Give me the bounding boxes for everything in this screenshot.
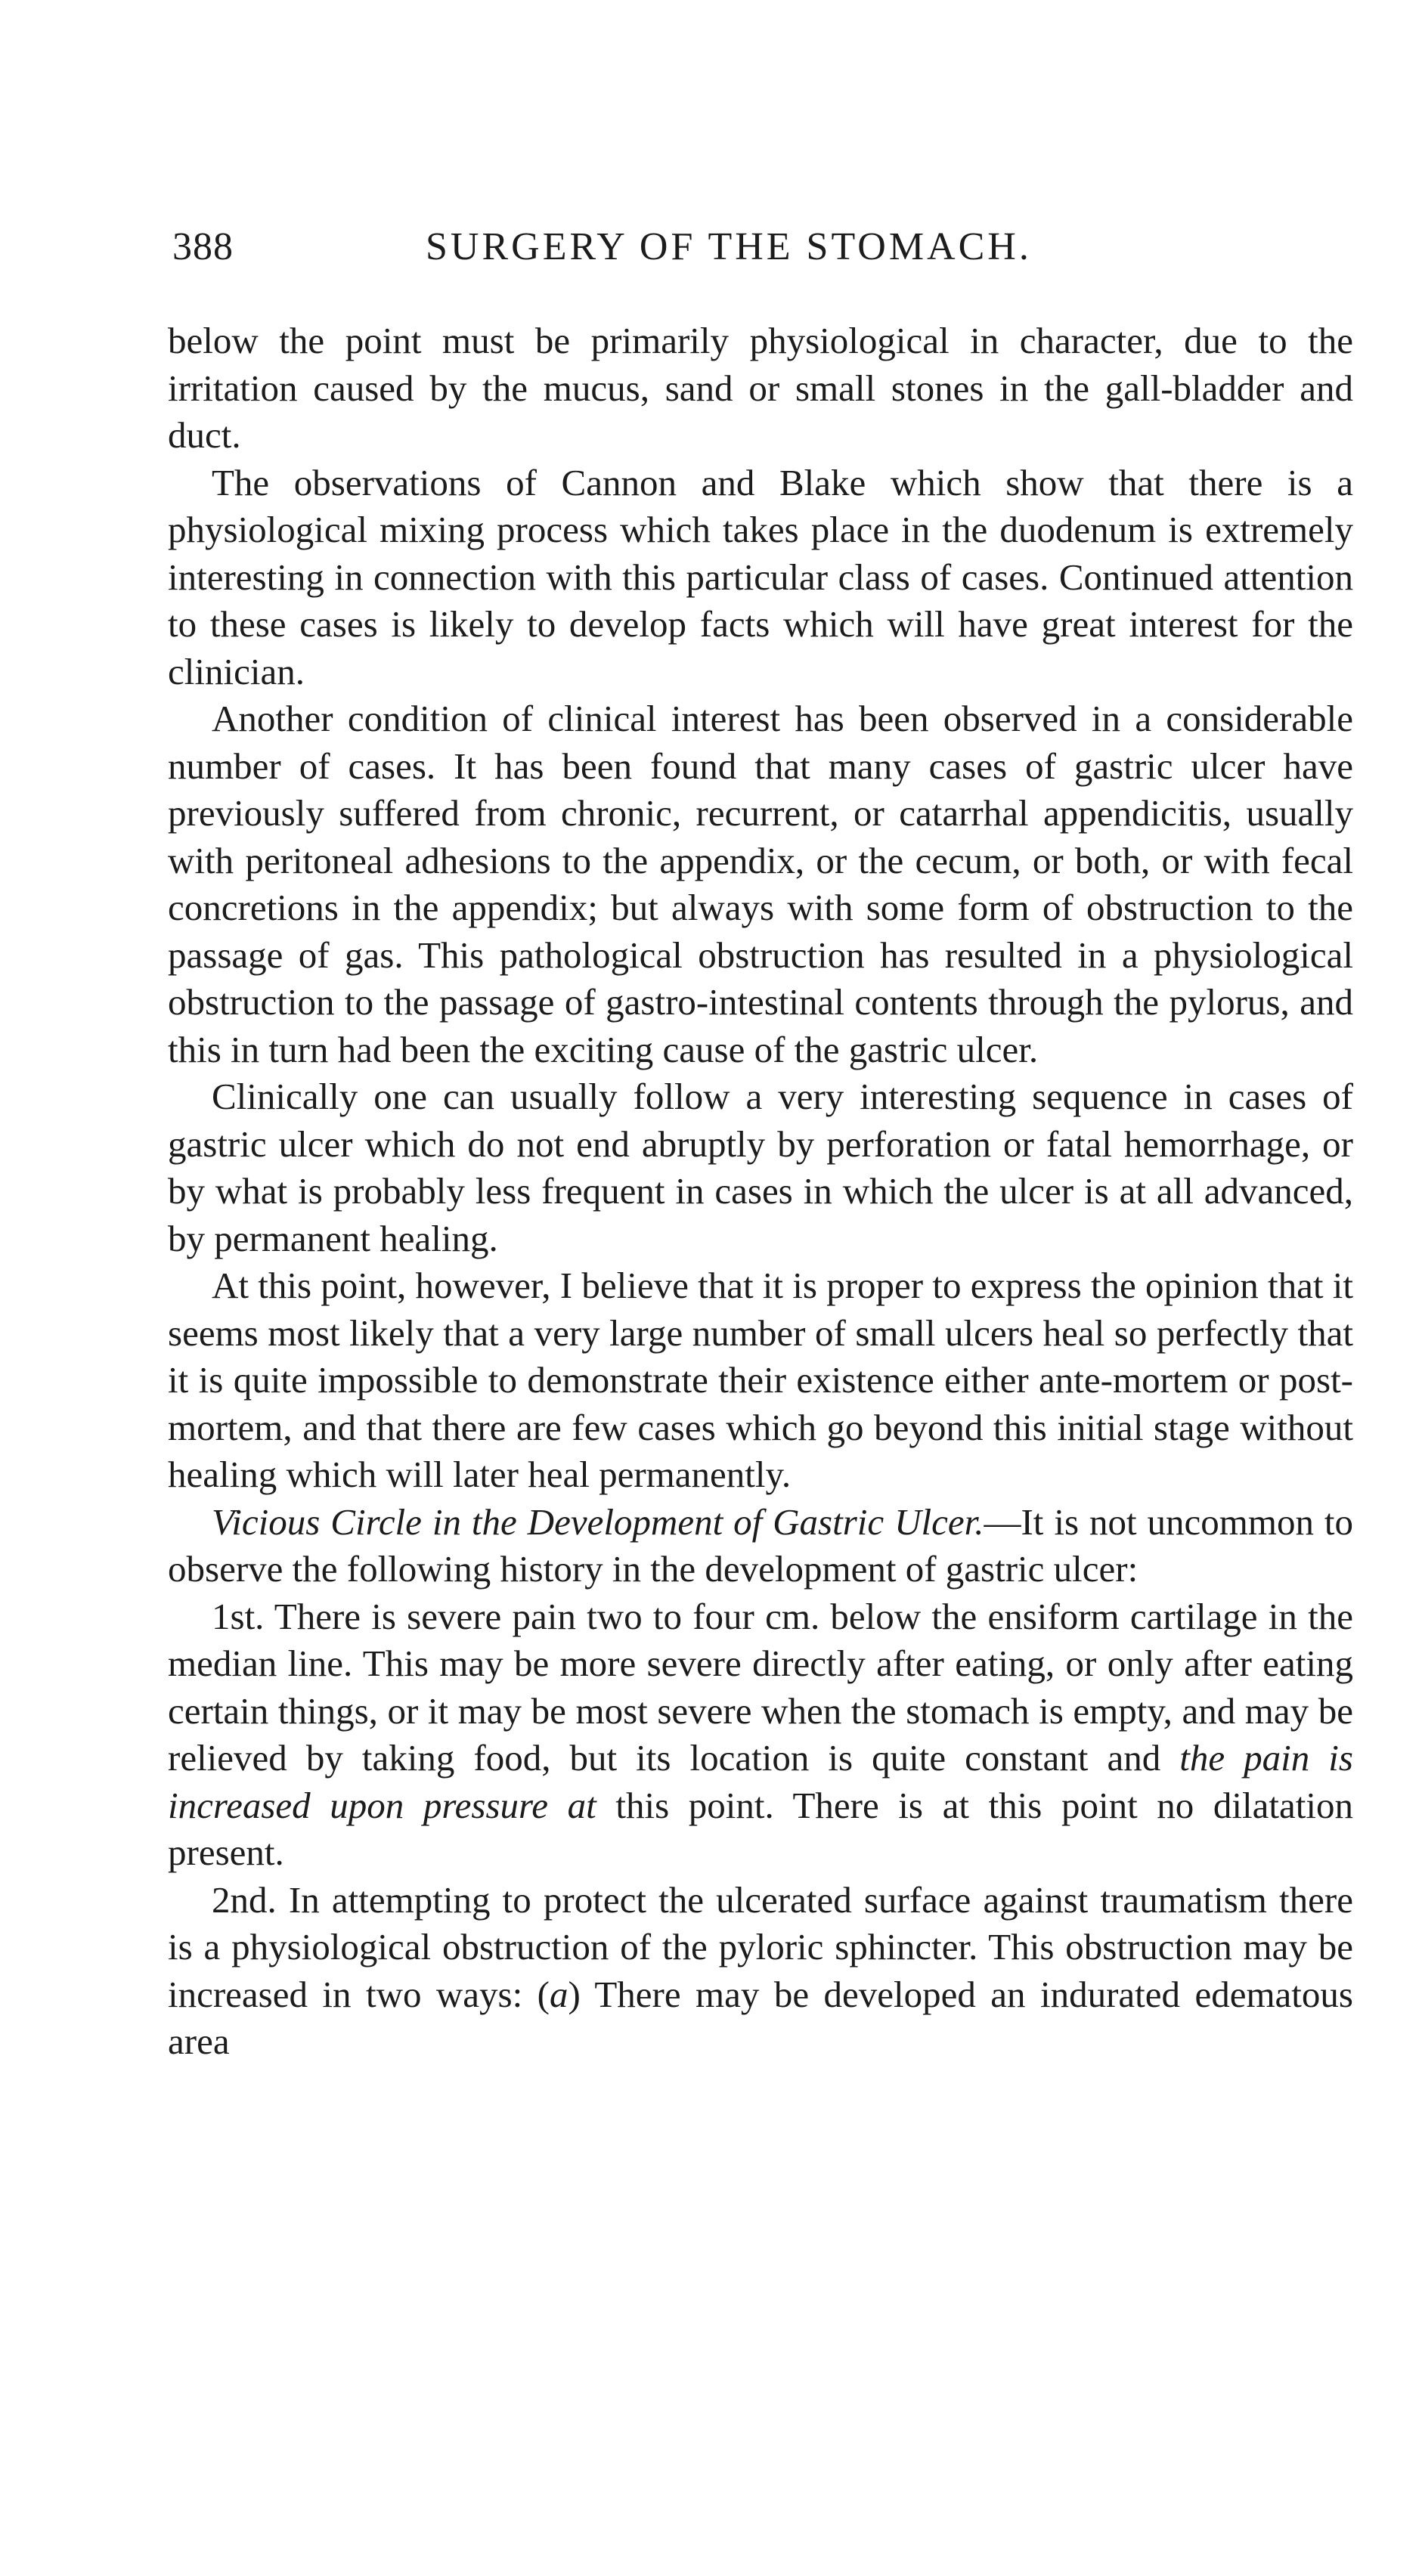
paragraph-appendicitis: [168, 695, 1353, 1073]
paragraph-second-stage: [168, 1877, 1353, 2066]
paragraph-text: ) There may be developed an indurated edematous area: [168, 1973, 1353, 2062]
section-heading-italic: Vicious Circle in the Development of Gastric Ulcer.: [212, 1500, 984, 1543]
page-number: 388: [172, 225, 234, 268]
paragraph-text: (: [522, 1973, 550, 2015]
paragraph-text: —It is not uncommon to observe the following history in the development of gastric ulcer:: [168, 1500, 1353, 1590]
paragraph-vicious-circle: [168, 1499, 1353, 1593]
paragraph-first-stage: [168, 1593, 1353, 1877]
paragraph-text: 1st. There is severe pain two to four cm. below the ensiform cartilage in the median line. This may be more severe directly after eating, or only after eating certain things, or it may be most severe when the stomach is empty, and may be relieved by taking food, but its location is quite constant and: [168, 1595, 1353, 1779]
emphasis-text: the pain is increased upon pressure at: [168, 1737, 1353, 1826]
body-text: [168, 317, 1353, 2066]
running-title: SURGERY OF THE STOMACH.: [426, 225, 1032, 268]
list-label: a: [549, 1973, 568, 2015]
paragraph-text: 2nd. In attempting to protect the ulcerated surface against traumatism there is a physiological obstruction of the pyloric sphincter. This obstruction may be increased in two ways:: [168, 1878, 1353, 2015]
running-head: [172, 221, 1352, 274]
paragraph-continuation: [168, 317, 1353, 460]
paragraph-clinical-sequence: [168, 1073, 1353, 1262]
paragraph-text: Another condition of clinical interest has been observed in a considerable number of cases. It has been found that many cases of gastric ulcer have previously suffered from chronic, recurrent, or catarrhal appendicitis, usually with peritoneal adhesions to the appendix, or the cecum, or both, or with fecal concretions in the appendix; but always with some form of obstruction to the passage of gas. This pathological obstruction has resulted in a physiological obstruction to the passage of gastro-intestinal contents through the pylorus, and this in turn had been the exciting cause of the gastric ulcer.: [168, 698, 1353, 1070]
paragraph-text: At this point, however, I believe that it is proper to express the opinion that it seems most likely that a very large number of small ulcers heal so perfectly that it is quite impossible to demonstrate their existence either ante-mortem or post-mortem, and that there are few cases which go beyond this initial stage without healing which will later heal permanently.: [168, 1265, 1353, 1495]
paragraph-small-ulcers: [168, 1262, 1353, 1499]
paragraph-text: The observations of Cannon and Blake which show that there is a physiological mixing process which takes place in the duodenum is extremely interesting in connection with this particular class of cases. Continued attention to these cases is likely to develop facts which will have great interest for the clinician.: [168, 461, 1353, 692]
paragraph-text: this point. There is at this point no dilatation present.: [168, 1784, 1353, 1873]
paragraph-text: Clinically one can usually follow a very interesting sequence in cases of gastric ulcer which do not end abruptly by perforation or fatal hemorrhage, or by what is probably less frequent in cases in which the ulcer is at all advanced, by permanent healing.: [168, 1076, 1353, 1259]
paragraph-text: below the point must be primarily physiological in character, due to the irritation caused by the mucus, sand or small stones in the gall-bladder and duct.: [168, 320, 1353, 456]
paragraph-cannon-blake: [168, 460, 1353, 696]
